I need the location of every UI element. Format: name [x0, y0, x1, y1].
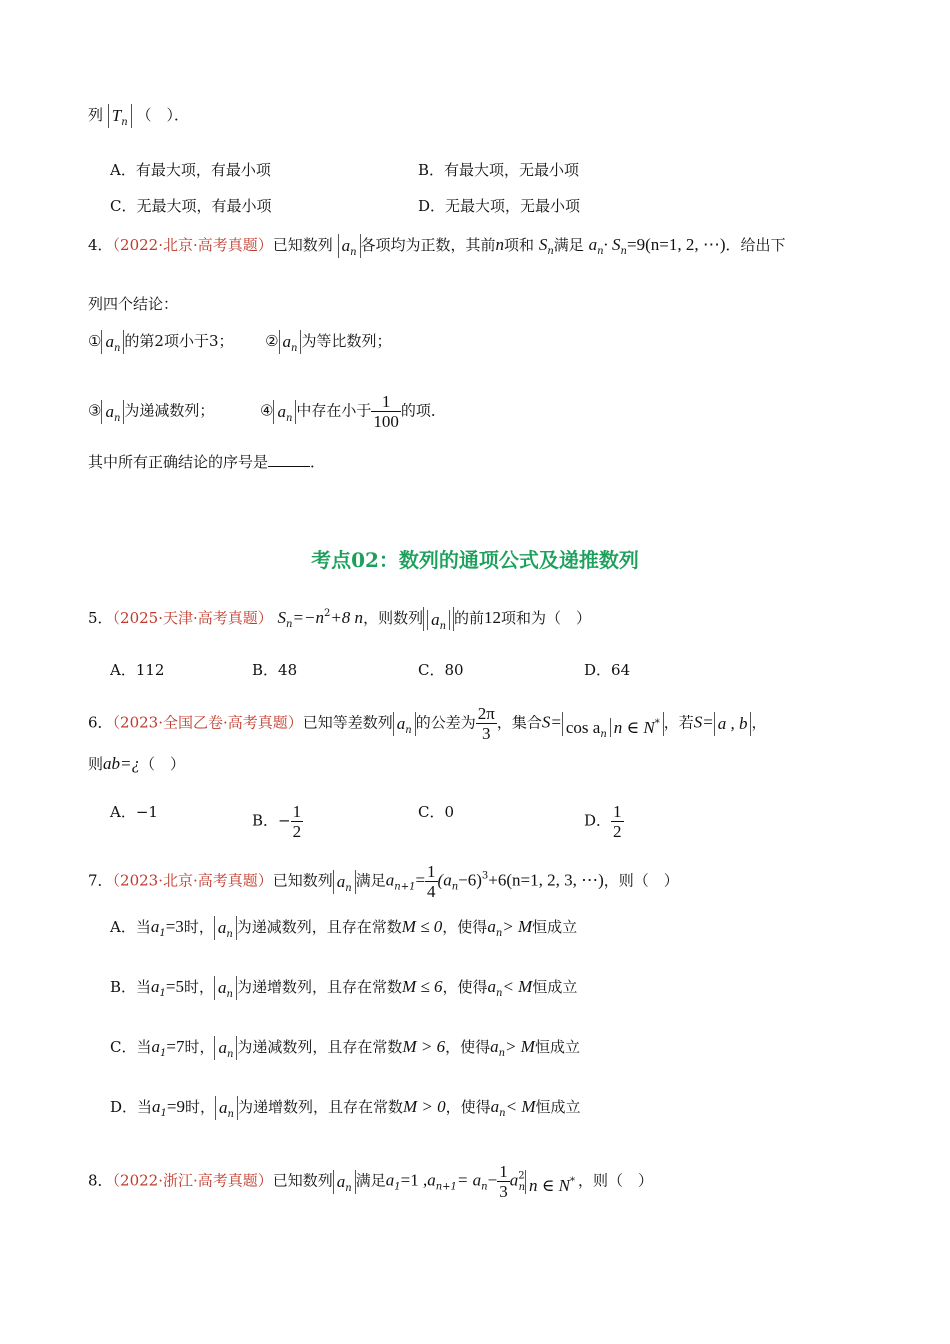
symbol: a: [431, 610, 440, 629]
seq-a: [214, 976, 237, 1000]
text: 为递减数列；: [124, 401, 215, 420]
subscript: n: [405, 724, 412, 736]
subscript: 1: [159, 1048, 167, 1059]
q6-option-b[interactable]: [252, 802, 303, 841]
formula: a: [151, 977, 160, 996]
symbol: T: [111, 106, 122, 125]
subscript: 1: [160, 1108, 167, 1119]
text: 其中所有正确结论的序号是: [88, 453, 269, 471]
formula: =3: [165, 917, 184, 936]
q3-option-a[interactable]: A．有最大项，有最小项: [110, 161, 271, 179]
formula: a: [487, 917, 496, 936]
denominator: 2: [292, 822, 302, 841]
seq-abs-a: [423, 607, 454, 631]
text: ，使得: [442, 918, 488, 936]
text: ，则（ ）: [603, 871, 679, 890]
text: 项和为（ ）: [501, 609, 592, 627]
denominator: 3: [499, 1182, 508, 1201]
q3-stem-tail: [88, 104, 189, 128]
symbol: a: [218, 978, 227, 997]
subscript: n: [227, 1109, 234, 1120]
option-label: D．当: [110, 1098, 153, 1116]
subscript: n: [226, 1049, 234, 1060]
formula: > M: [502, 917, 533, 936]
q6-stem-line2: [88, 754, 185, 774]
symbol: S: [538, 235, 548, 254]
subscript: n: [113, 343, 121, 354]
answer-paren: （ ）: [140, 755, 186, 773]
subscript: n: [498, 1048, 506, 1059]
q7-stem: [88, 862, 679, 901]
subscript: n: [620, 246, 627, 257]
text: ，: [751, 713, 767, 732]
symbol: a: [219, 1098, 228, 1117]
denominator: 100: [373, 412, 399, 431]
q7-option-b[interactable]: [110, 976, 577, 1004]
text: 的前: [454, 609, 485, 627]
denominator: 3: [482, 724, 491, 743]
text: 恒成立: [534, 1038, 580, 1056]
question-source: （2023·北京·高考真题）: [112, 871, 273, 890]
formula: > M: [505, 1037, 535, 1056]
text: 各项均为正数，其前: [360, 236, 496, 254]
subscript: n: [226, 929, 233, 940]
formula: < M: [505, 1097, 536, 1116]
text: ，若: [663, 713, 694, 732]
subscript: n: [518, 1181, 526, 1193]
subscript: n: [291, 343, 298, 354]
seq-a: [279, 330, 302, 354]
set-braces: [714, 712, 752, 736]
text: 列: [88, 106, 104, 124]
formula: M > 6: [402, 1037, 446, 1056]
question-source: （2022·北京·高考真题）: [112, 236, 273, 254]
symbol: a: [105, 332, 114, 351]
subscript: n: [350, 247, 357, 258]
numerator: 1: [292, 802, 302, 821]
text: 时，: [184, 1038, 215, 1056]
subscript: n: [113, 412, 121, 424]
answer-paren: （ ）: [136, 106, 175, 124]
numerator: 1: [371, 392, 401, 412]
section-heading: 考点02：数列的通项公式及递推数列: [311, 548, 639, 572]
subscript: n: [600, 728, 607, 740]
q8-stem: [88, 1162, 653, 1201]
question-number: 5．: [88, 609, 113, 627]
abs-bars: [427, 610, 450, 630]
formula: −6): [458, 870, 482, 890]
symbol: a: [282, 332, 292, 351]
q4-stem-line2: 列四个结论：: [88, 295, 179, 313]
symbol: a: [277, 401, 286, 421]
subscript: n: [547, 246, 554, 257]
formula: M > 0: [402, 1097, 446, 1116]
text: 项和: [504, 236, 535, 254]
q6-option-d[interactable]: [584, 802, 624, 841]
text: 满足: [355, 1171, 386, 1190]
formula: S=: [541, 712, 562, 732]
q4-conclusion-3-4: [88, 392, 446, 431]
numerator: 1: [499, 1162, 508, 1181]
answer-blank[interactable]: [268, 466, 310, 467]
symbol: a: [218, 1038, 227, 1057]
text: B．−: [252, 811, 291, 830]
formula: =: [415, 870, 426, 890]
formula: S=: [693, 712, 714, 732]
subscript: n: [286, 619, 293, 630]
subscript: n: [495, 928, 503, 939]
text: 已知数列: [272, 871, 333, 890]
superscript: *: [569, 1175, 575, 1187]
q7-option-d[interactable]: [110, 1096, 581, 1124]
formula: a: [152, 1097, 161, 1116]
subscript: n: [121, 117, 128, 128]
formula: ab=¿: [103, 754, 140, 773]
seq-a: [393, 712, 416, 736]
seq-T: [108, 104, 132, 128]
subscript: 1: [159, 928, 166, 939]
text: 中存在小于: [296, 401, 372, 420]
text: 已知等差数列: [302, 713, 393, 732]
formula: +6(n=1, 2, 3, ⋯): [488, 870, 604, 890]
text: 为递减数列，且存在常数: [236, 918, 402, 936]
q6-option-c[interactable]: C．0: [418, 803, 455, 821]
q4-ask: [88, 452, 325, 472]
superscript: 2: [323, 608, 331, 619]
formula: M ≤ 6: [401, 977, 443, 996]
q5-option-c[interactable]: C．80: [418, 661, 464, 679]
seq-a: [214, 916, 237, 940]
formula: =9(n=1, 2, ⋯): [626, 235, 726, 254]
text: ．给出下: [725, 236, 786, 254]
subscript: n: [499, 1108, 506, 1119]
formula: =1 ,: [400, 1170, 428, 1190]
question-number: 4．: [88, 236, 113, 254]
symbol: n: [495, 235, 505, 254]
question-number: 8．: [88, 1171, 113, 1190]
text: 时，: [184, 978, 215, 996]
seq-a: [338, 234, 361, 258]
q7-option-a[interactable]: [110, 916, 577, 944]
q5-stem: [88, 604, 591, 635]
superscript: *: [654, 717, 660, 729]
numerator: 2π: [477, 704, 495, 723]
formula: a: [588, 235, 598, 254]
question-source: （2022·浙江·高考真题）: [112, 1171, 273, 1190]
q6-option-a[interactable]: A．−1: [110, 803, 158, 821]
formula: a: [385, 1170, 395, 1190]
text: 的项．: [400, 401, 446, 420]
formula: M ≤ 0: [401, 917, 443, 936]
q7-option-c[interactable]: [110, 1036, 580, 1064]
text: 恒成立: [535, 1098, 581, 1116]
formula: a: [385, 870, 395, 890]
text: 为等比数列；: [301, 332, 392, 350]
formula: =5: [165, 977, 184, 996]
subscript: n: [451, 881, 459, 893]
subscript: n: [345, 882, 352, 894]
option-label: A．当: [110, 918, 151, 936]
seq-a: [214, 1036, 237, 1060]
formula: S: [277, 608, 287, 627]
text: 则: [88, 755, 104, 773]
subscript: n+1: [435, 1181, 457, 1193]
symbol: a: [217, 918, 227, 937]
q4-conclusion-1-2: [88, 330, 391, 354]
formula: a: [150, 917, 160, 936]
formula: a , b: [717, 713, 748, 733]
question-source: （2025·天津·高考真题）: [112, 609, 273, 627]
marker: ②: [265, 332, 279, 350]
formula: a: [490, 1097, 500, 1116]
option-label: C．当: [110, 1038, 152, 1056]
text: 满足: [355, 871, 386, 890]
seq-a: [333, 1170, 356, 1194]
text: ．: [310, 453, 326, 471]
subscript: 1: [159, 988, 166, 999]
formula: +8 n: [330, 608, 364, 627]
formula: a: [509, 1170, 519, 1190]
subscript: n: [285, 412, 293, 424]
q3-option-b[interactable]: B．有最大项，无最小项: [418, 161, 580, 179]
formula: a: [487, 977, 496, 996]
superscript: 2: [518, 1170, 525, 1182]
formula: a: [490, 1037, 499, 1056]
text: 的公差为: [415, 713, 476, 732]
text: 恒成立: [532, 918, 578, 936]
text: 时，: [183, 918, 214, 936]
text: ，使得: [442, 978, 488, 996]
symbol: a: [105, 401, 114, 421]
formula: cos a: [565, 717, 601, 737]
subscript: 1: [394, 1181, 401, 1193]
formula: a: [151, 1037, 160, 1056]
text: ．: [174, 106, 190, 124]
marker: ③: [88, 401, 102, 420]
fraction: [425, 862, 438, 901]
seq-a: [333, 870, 356, 894]
text: 已知数列: [272, 1171, 333, 1190]
subscript: n: [481, 1181, 488, 1193]
marker: ①: [88, 332, 102, 350]
text: D．: [584, 811, 612, 830]
question-number: 6．: [88, 713, 113, 732]
text: ，使得: [445, 1098, 491, 1116]
symbol: a: [396, 713, 406, 733]
q5-option-d[interactable]: D．64: [584, 661, 631, 679]
paren-cond: [525, 1170, 578, 1194]
number: 12: [484, 608, 502, 627]
q4-stem: [88, 234, 786, 262]
q5-option-b[interactable]: B．48: [252, 661, 298, 679]
denominator: 4: [427, 882, 436, 901]
formula: =9: [166, 1097, 185, 1116]
fraction: [497, 1162, 510, 1201]
formula: (a: [437, 870, 452, 890]
text: ，则（ ）: [577, 1171, 653, 1190]
option-label: B．当: [110, 978, 152, 996]
subscript: n: [439, 621, 447, 632]
numerator: 1: [427, 862, 436, 881]
marker: ④: [259, 401, 274, 420]
symbol: a: [336, 871, 346, 891]
text: 为递增数列，且存在常数: [236, 978, 402, 996]
formula: = a: [456, 1170, 482, 1190]
q5-option-a[interactable]: A．112: [110, 661, 165, 679]
seq-a: [273, 400, 296, 424]
fraction: [611, 802, 624, 841]
text: 的第2项小于3；: [124, 332, 234, 350]
text: ，则数列: [363, 609, 424, 627]
question-source: （2023·全国乙卷·高考真题）: [112, 713, 303, 732]
subscript: n: [345, 1182, 352, 1194]
formula: =−n: [292, 608, 324, 627]
text: 恒成立: [532, 978, 578, 996]
subscript: n+1: [394, 881, 416, 893]
q3-option-c[interactable]: C．无最大项，有最小项: [110, 197, 272, 215]
fraction: [476, 704, 497, 743]
symbol: a: [341, 236, 351, 255]
formula: < M: [502, 977, 533, 996]
question-number: 7．: [88, 871, 113, 890]
formula: −: [487, 1170, 498, 1190]
text: 已知数列: [272, 236, 333, 254]
fraction: [291, 802, 304, 841]
formula: · S: [603, 235, 621, 254]
text: 满足: [553, 236, 584, 254]
text: 时，: [185, 1098, 216, 1116]
denominator: 2: [613, 822, 622, 841]
q3-option-d[interactable]: D．无最大项，无最小项: [418, 197, 581, 215]
formula: a: [427, 1170, 436, 1190]
subscript: n: [597, 246, 604, 257]
set-braces: [562, 712, 664, 740]
text: 为递增数列，且存在常数: [237, 1098, 403, 1116]
seq-a: [101, 400, 124, 424]
text: 为递减数列，且存在常数: [237, 1038, 403, 1056]
text: ，使得: [445, 1038, 491, 1056]
formula: =7: [166, 1037, 185, 1056]
subscript: n: [496, 988, 503, 999]
seq-a: [101, 330, 124, 354]
formula: n ∈ N: [529, 1175, 570, 1195]
q6-stem: [88, 704, 766, 743]
subscript: n: [226, 989, 233, 1000]
seq-a: [215, 1096, 238, 1120]
fraction: [371, 392, 401, 431]
text: ，集合: [496, 713, 542, 732]
symbol: a: [336, 1171, 346, 1191]
superscript: 3: [481, 870, 489, 882]
numerator: 1: [613, 802, 622, 821]
formula: n ∈ N: [610, 718, 655, 737]
